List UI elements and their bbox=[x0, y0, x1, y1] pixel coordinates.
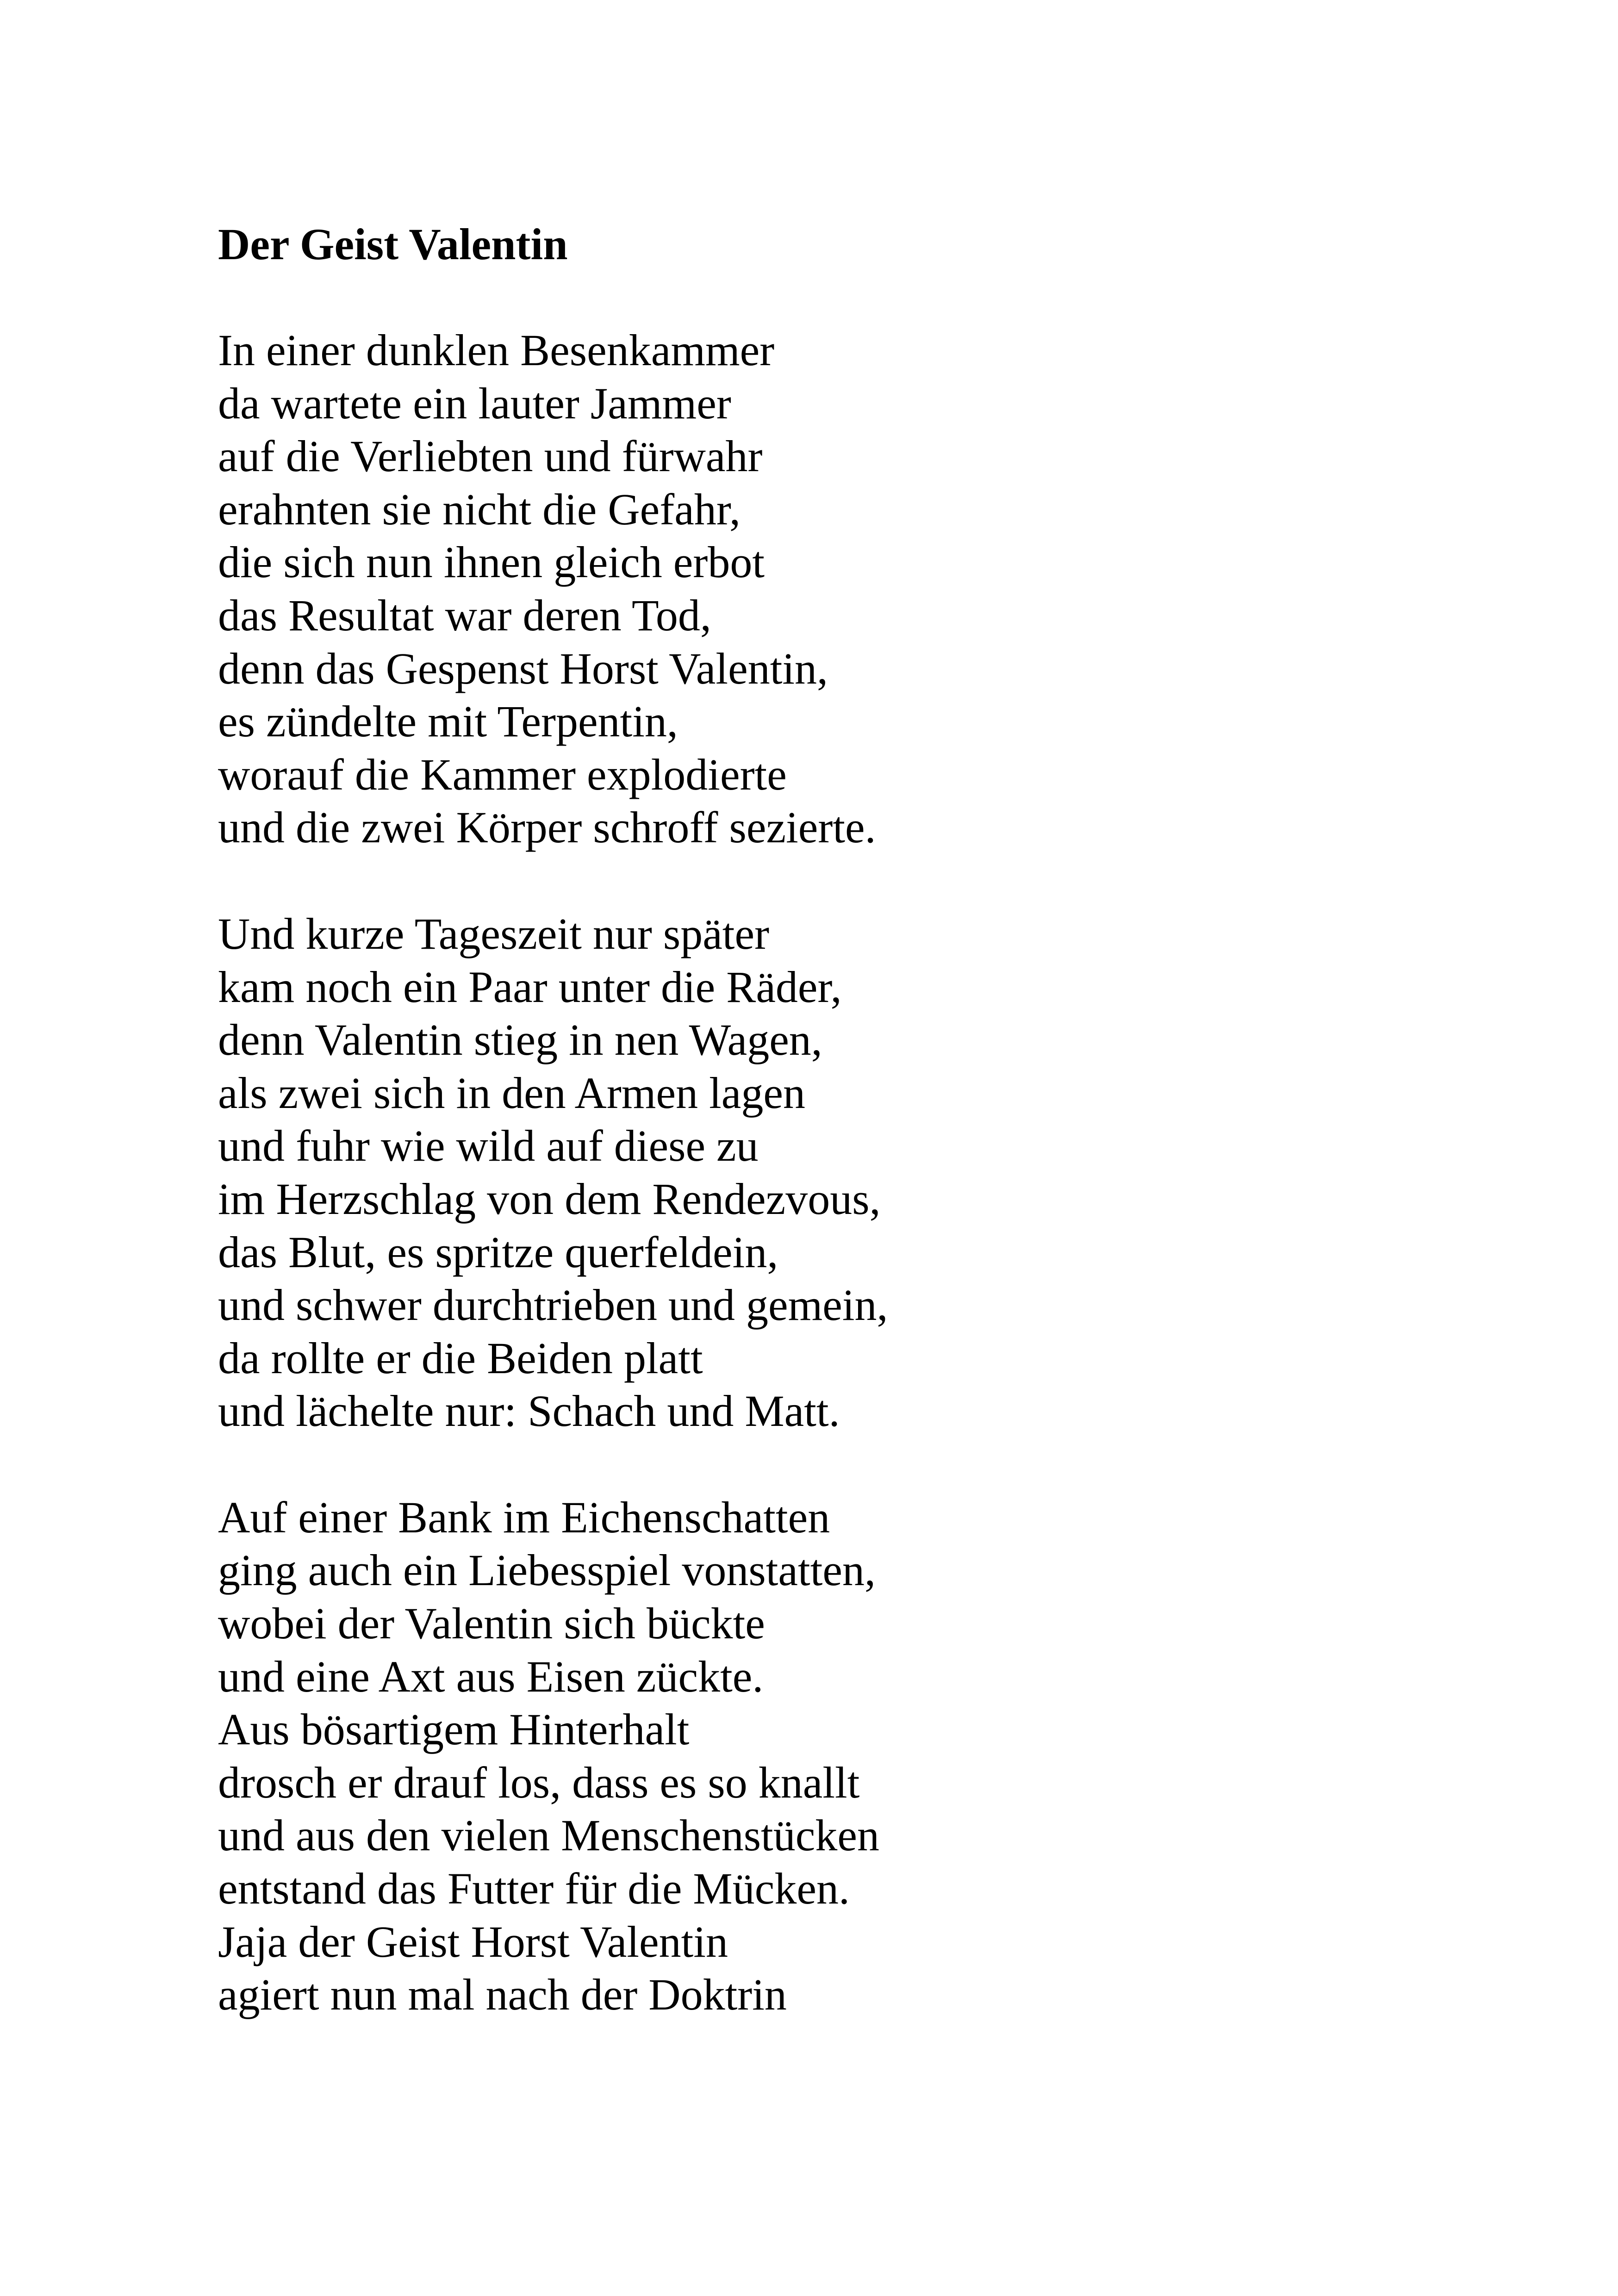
poem-line: entstand das Futter für die Mücken. bbox=[218, 1864, 850, 1914]
poem-line: In einer dunklen Besenkammer bbox=[218, 325, 775, 375]
poem-line: Auf einer Bank im Eichenschatten bbox=[218, 1492, 830, 1542]
poem-line: und eine Axt aus Eisen zückte. bbox=[218, 1651, 764, 1701]
poem-line: als zwei sich in den Armen lagen bbox=[218, 1068, 805, 1118]
stanza-3 bbox=[218, 1491, 1514, 2022]
poem-line: kam noch ein Paar unter die Räder, bbox=[218, 962, 842, 1012]
poem-line: Und kurze Tageszeit nur später bbox=[218, 908, 770, 958]
stanza-2 bbox=[218, 908, 1514, 1438]
poem-line: ging auch ein Liebesspiel vonstatten, bbox=[218, 1545, 876, 1595]
stanza-1 bbox=[218, 324, 1514, 854]
poem-line: auf die Verliebten und fürwahr bbox=[218, 431, 763, 481]
poem-line: wobei der Valentin sich bückte bbox=[218, 1599, 765, 1649]
poem-line: denn das Gespenst Horst Valentin, bbox=[218, 643, 828, 693]
poem-line: und fuhr wie wild auf diese zu bbox=[218, 1121, 759, 1171]
poem-line: erahnten sie nicht die Gefahr, bbox=[218, 484, 741, 534]
poem bbox=[218, 218, 1514, 2022]
poem-line: und aus den vielen Menschenstücken bbox=[218, 1811, 879, 1860]
poem-line: das Blut, es spritze querfeldein, bbox=[218, 1227, 778, 1277]
poem-line: denn Valentin stieg in nen Wagen, bbox=[218, 1015, 822, 1065]
poem-line: da wartete ein lauter Jammer bbox=[218, 378, 731, 428]
poem-line: Jaja der Geist Horst Valentin bbox=[218, 1916, 728, 1966]
poem-line: agiert nun mal nach der Doktrin bbox=[218, 1970, 787, 2020]
poem-line: da rollte er die Beiden platt bbox=[218, 1333, 703, 1383]
poem-line: das Resultat war deren Tod, bbox=[218, 590, 711, 640]
poem-line: und schwer durchtrieben und gemein, bbox=[218, 1280, 888, 1330]
poem-title: Der Geist Valentin bbox=[218, 219, 568, 269]
poem-line: es zündelte mit Terpentin, bbox=[218, 697, 678, 747]
poem-line: und lächelte nur: Schach und Matt. bbox=[218, 1386, 840, 1436]
poem-line: und die zwei Körper schroff sezierte. bbox=[218, 803, 876, 852]
poem-line: Aus bösartigem Hinterhalt bbox=[218, 1705, 690, 1755]
poem-line: im Herzschlag von dem Rendezvous, bbox=[218, 1174, 881, 1224]
poem-line: worauf die Kammer explodierte bbox=[218, 749, 787, 799]
poem-line: drosch er drauf los, dass es so knallt bbox=[218, 1757, 860, 1807]
poem-line: die sich nun ihnen gleich erbot bbox=[218, 537, 765, 587]
